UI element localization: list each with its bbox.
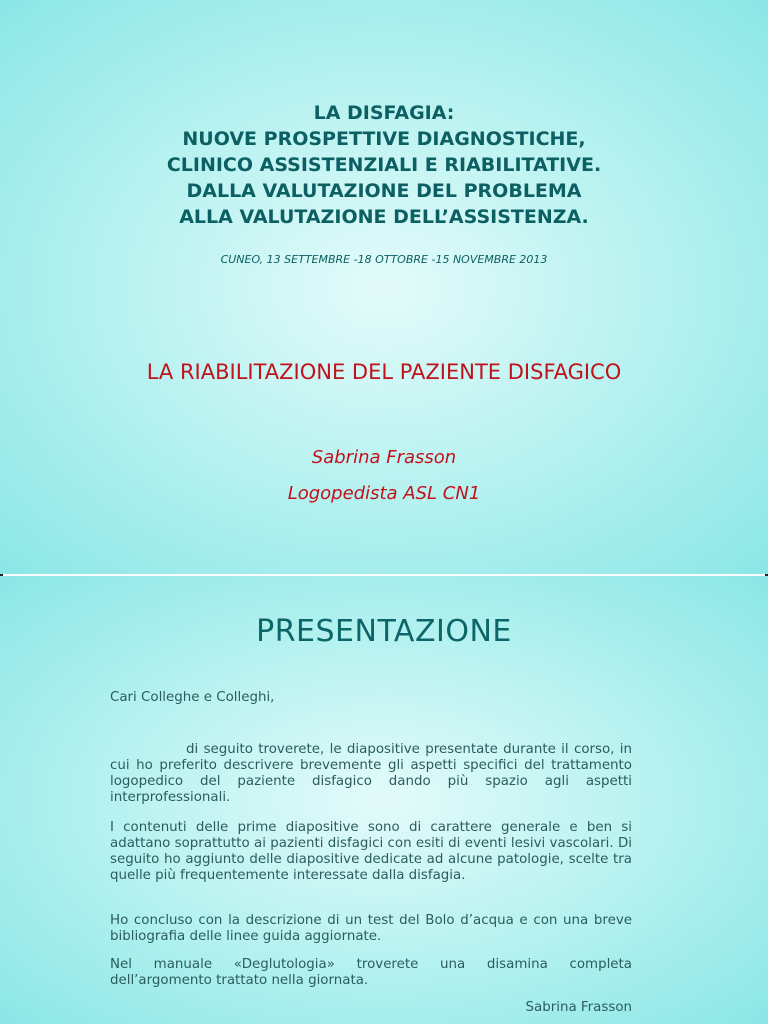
paragraph: Ho concluso con la descrizione di un test del Bolo d’acqua e con una breve bibliografia delle linee guida aggiornate. bbox=[110, 913, 632, 944]
signature: Sabrina Frasson bbox=[525, 1000, 632, 1015]
paragraph: I contenuti delle prime diapositive sono di carattere generale e ben si adattano soprattutto ai pazienti disfagici con esiti di eventi lesivi vascolari. Di seguito ho aggiunto delle diapositive dedicate ad alcune patologie, scelte tra quelle più frequentemente interessate dalla disfagia. bbox=[110, 820, 632, 883]
author-name: Sabrina Frasson bbox=[311, 447, 457, 468]
title-line: ALLA VALUTAZIONE DELL’ASSISTENZA. bbox=[179, 206, 589, 228]
greeting: Cari Colleghe e Colleghi, bbox=[110, 690, 275, 705]
title-line: CLINICO ASSISTENZIALI E RIABILITATIVE. bbox=[166, 154, 602, 176]
author-role: Logopedista ASL CN1 bbox=[287, 483, 481, 504]
course-dates: CUNEO, 13 SETTEMBRE -18 OTTOBRE -15 NOVEMBRE 2013 bbox=[220, 253, 548, 266]
title-line: NUOVE PROSPETTIVE DIAGNOSTICHE, bbox=[182, 128, 586, 150]
paragraph: Nel manuale «Deglutologia» troverete una disamina completa dell’argomento trattato nella giornata. bbox=[110, 957, 632, 988]
presentation-subtitle: LA RIABILITAZIONE DEL PAZIENTE DISFAGICO bbox=[146, 360, 622, 384]
paragraph: di seguito troverete, le diapositive presentate durante il corso, in cui ho preferito descrivere brevemente gli aspetti specifici del trattamento logopedico del paziente disfagico dando più spazio agli aspetti interprofessionali. bbox=[110, 742, 632, 805]
title-line: LA DISFAGIA: bbox=[313, 102, 455, 124]
presentation-slide bbox=[0, 576, 768, 1024]
title-line: DALLA VALUTAZIONE DEL PROBLEMA bbox=[186, 180, 582, 202]
course-title bbox=[0, 100, 768, 230]
slide-title: PRESENTAZIONE bbox=[256, 614, 512, 649]
